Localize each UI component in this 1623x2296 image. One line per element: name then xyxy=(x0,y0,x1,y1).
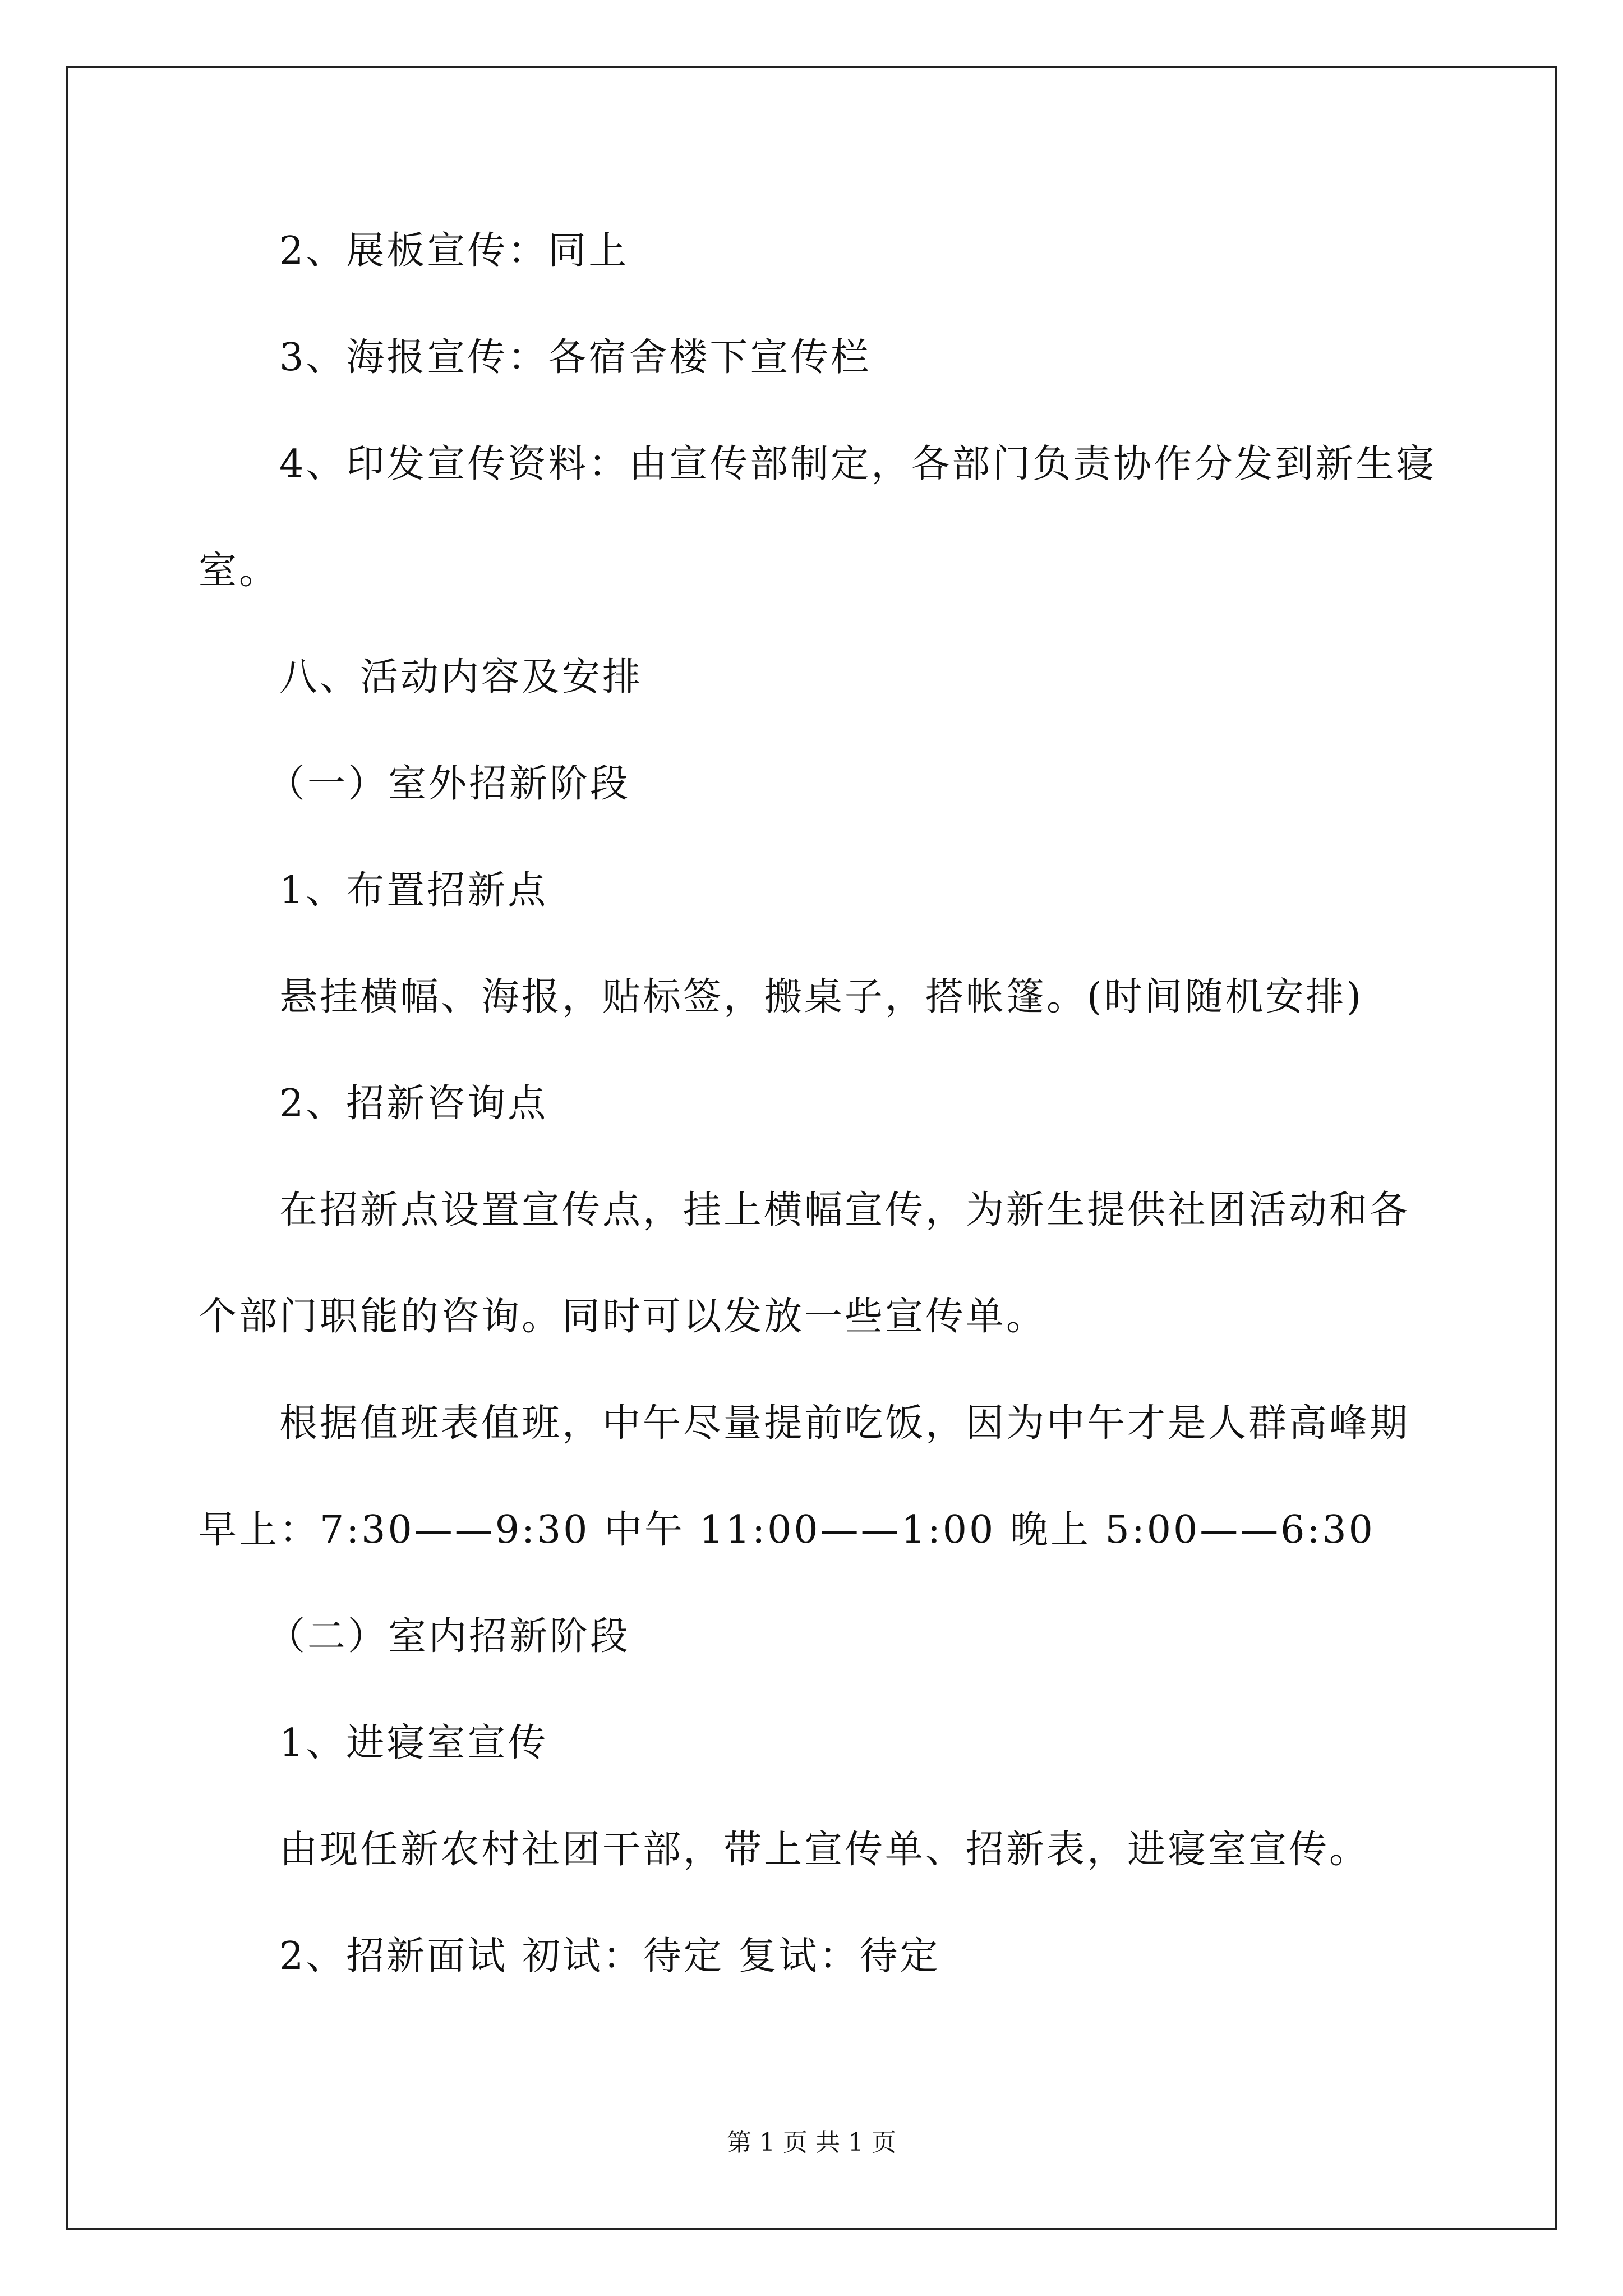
text-line-17: 2、招新面试 初试：待定 复试：待定 xyxy=(279,1934,940,1978)
text-line-12: 根据值班表值班，中午尽量提前吃饭，因为中午才是人群高峰期 xyxy=(279,1401,1410,1446)
page-number-footer: 第 1 页 共 1 页 xyxy=(727,2128,896,2157)
text-line-9: 2、招新咨询点 xyxy=(279,1082,548,1126)
text-line-3: 4、印发宣传资料：由宣传部制定，各部门负责协作分发到新生寝 xyxy=(279,442,1437,486)
schedule-line: 早上：7:30——9:30 中午 11:00——1:00 晚上 5:00——6:30 xyxy=(199,1508,1375,1552)
text-line-7: 1、布置招新点 xyxy=(279,868,548,913)
page-border xyxy=(66,66,1557,2230)
text-line-4: 室。 xyxy=(199,549,280,593)
text-line-8: 悬挂横幅、海报，贴标签，搬桌子，搭帐篷。(时间随机安排) xyxy=(279,975,1364,1019)
text-line-2: 3、海报宣传：各宿舍楼下宣传栏 xyxy=(279,335,872,380)
subsection-heading-2: （二）室内招新阶段 xyxy=(267,1614,631,1659)
text-line-10: 在招新点设置宣传点，挂上横幅宣传，为新生提供社团活动和各 xyxy=(279,1188,1410,1232)
text-line-1: 2、展板宣传：同上 xyxy=(279,229,629,273)
text-line-15: 1、进寝室宣传 xyxy=(279,1721,548,1765)
section-heading-8: 八、活动内容及安排 xyxy=(279,655,643,700)
text-line-16: 由现任新农村社团干部，带上宣传单、招新表，进寝室宣传。 xyxy=(279,1828,1370,1872)
text-line-11: 个部门职能的咨询。同时可以发放一些宣传单。 xyxy=(199,1295,1047,1339)
subsection-heading-1: （一）室外招新阶段 xyxy=(267,762,631,806)
